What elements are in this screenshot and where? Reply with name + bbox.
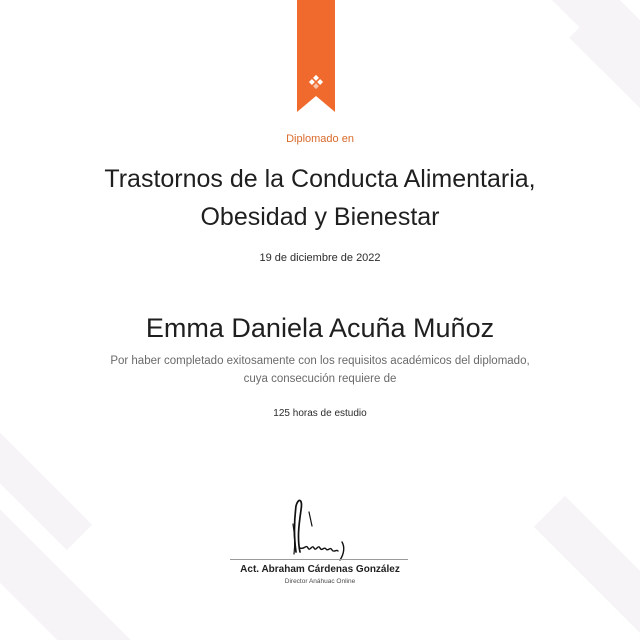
program-title	[0, 160, 640, 236]
issue-date: 19 de diciembre de 2022	[259, 252, 381, 264]
signer-role: Director Anáhuac Online	[284, 578, 356, 585]
description-line: Por haber completado exitosamente con los requisitos académicos del diplomado,	[110, 355, 530, 367]
study-hours: 125 horas de estudio	[273, 408, 367, 419]
signer-name: Act. Abraham Cárdenas González	[240, 564, 400, 575]
program-type-label: Diplomado en	[286, 133, 354, 145]
signature-line	[230, 559, 408, 560]
completion-description	[0, 352, 640, 388]
recipient-name: Emma Daniela Acuña Muñoz	[145, 313, 495, 343]
program-title-line: Trastornos de la Conducta Alimentaria,	[104, 165, 536, 193]
ribbon-bookmark	[297, 0, 335, 112]
handwritten-signature	[282, 494, 354, 562]
description-line: cuya consecución requiere de	[243, 373, 397, 385]
program-title-line: Obesidad y Bienestar	[200, 203, 440, 231]
